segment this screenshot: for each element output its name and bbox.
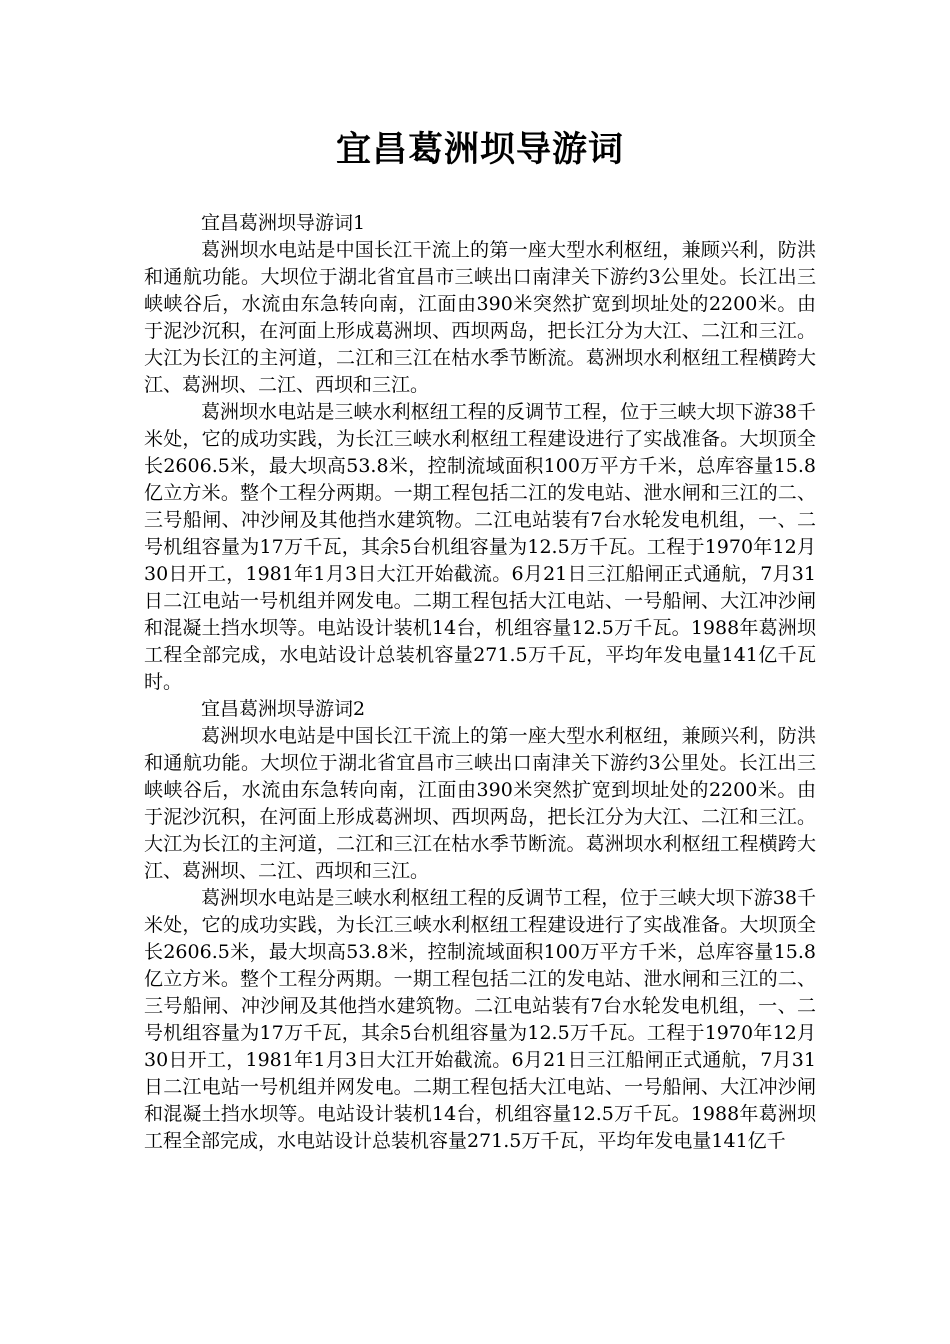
document-page xyxy=(144,120,816,1155)
paragraph: 葛洲坝水电站是中国长江干流上的第一座大型水利枢纽，兼顾兴利，防洪和通航功能。大坝位于湖北省宜昌市三峡出口南津关下游约3公里处。长江出三峡峡谷后，水流由东急转向南，江面由390米突然扩宽到坝址处的2200米。由于泥沙沉积，在河面上形成葛洲坝、西坝两岛，把长江分为大江、二江和三江。大江为长江的主河道，二江和三江在枯水季节断流。葛洲坝水利枢纽工程横跨大江、葛洲坝、二江、西坝和三江。 xyxy=(144,725,816,882)
section-heading: 宜昌葛洲坝导游词2 xyxy=(201,698,366,720)
section-heading: 宜昌葛洲坝导游词1 xyxy=(201,212,366,234)
document-title: 宜昌葛洲坝导游词 xyxy=(335,129,624,170)
paragraph: 葛洲坝水电站是中国长江干流上的第一座大型水利枢纽，兼顾兴利，防洪和通航功能。大坝位于湖北省宜昌市三峡出口南津关下游约3公里处。长江出三峡峡谷后，水流由东急转向南，江面由390米突然扩宽到坝址处的2200米。由于泥沙沉积，在河面上形成葛洲坝、西坝两岛，把长江分为大江、二江和三江。大江为长江的主河道，二江和三江在枯水季节断流。葛洲坝水利枢纽工程横跨大江、葛洲坝、二江、西坝和三江。 xyxy=(144,239,816,396)
section-2 xyxy=(144,696,816,1155)
paragraph: 葛洲坝水电站是三峡水利枢纽工程的反调节工程，位于三峡大坝下游38千米处，它的成功实践，为长江三峡水利枢纽工程建设进行了实战准备。大坝顶全长2606.5米，最大坝高53.8米，控制流域面积100万平方千米，总库容量15.8亿立方米。整个工程分两期。一期工程包括二江的发电站、泄水闸和三江的二、三号船闸、冲沙闸及其他挡水建筑物。二江电站装有7台水轮发电机组，一、二号机组容量为17万千瓦，其余5台机组容量为12.5万千瓦。工程于1970年12月30日开工，1981年1月3日大江开始截流。6月21日三江船闸正式通航，7月31日二江电站一号机组并网发电。二期工程包括大江电站、一号船闸、大江冲沙闸和混凝土挡水坝等。电站设计装机14台，机组容量12.5万千瓦。1988年葛洲坝工程全部完成，水电站设计总装机容量271.5万千瓦，平均年发电量141亿千瓦时。 xyxy=(144,401,816,693)
paragraph: 葛洲坝水电站是三峡水利枢纽工程的反调节工程，位于三峡大坝下游38千米处，它的成功实践，为长江三峡水利枢纽工程建设进行了实战准备。大坝顶全长2606.5米，最大坝高53.8米，控制流域面积100万平方千米，总库容量15.8亿立方米。整个工程分两期。一期工程包括二江的发电站、泄水闸和三江的二、三号船闸、冲沙闸及其他挡水建筑物。二江电站装有7台水轮发电机组，一、二号机组容量为17万千瓦，其余5台机组容量为12.5万千瓦。工程于1970年12月30日开工，1981年1月3日大江开始截流。6月21日三江船闸正式通航，7月31日二江电站一号机组并网发电。二期工程包括大江电站、一号船闸、大江冲沙闸和混凝土挡水坝等。电站设计装机14台，机组容量12.5万千瓦。1988年葛洲坝工程全部完成，水电站设计总装机容量271.5万千瓦，平均年发电量141亿千 xyxy=(144,887,816,1152)
section-1 xyxy=(144,210,816,696)
